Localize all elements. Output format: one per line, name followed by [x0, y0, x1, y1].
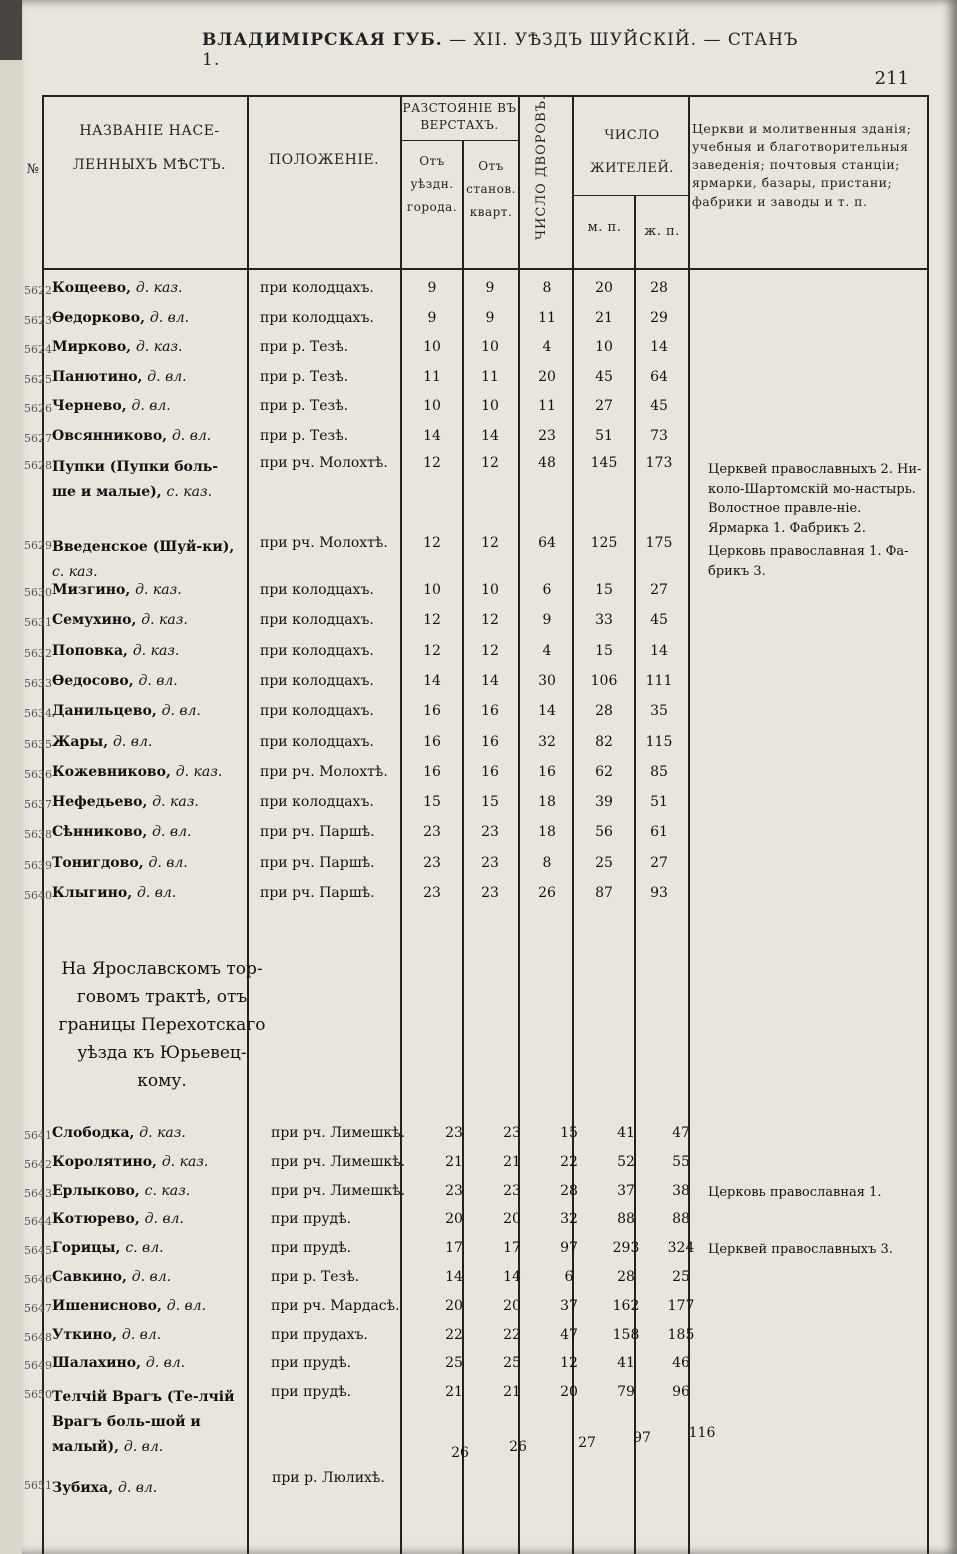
dist-stan: 23 — [503, 1125, 521, 1141]
households: 26 — [538, 885, 556, 901]
place-name: Кожевниково, д. каз. — [52, 763, 223, 780]
table-row — [22, 1125, 957, 1155]
dist-stan: 20 — [503, 1211, 521, 1228]
dist-town: 23 — [445, 1182, 463, 1199]
female-count: 115 — [645, 733, 673, 750]
households: 20 — [560, 1384, 578, 1401]
row-number: 5638 — [24, 828, 52, 842]
header-from-town: Отъ уѣздн. города. — [406, 154, 458, 214]
dist-stan: 23 — [503, 1182, 521, 1199]
row-number: 5639 — [24, 858, 52, 872]
female-count: 27 — [650, 582, 668, 598]
table-row — [22, 339, 957, 369]
place-name: Шалахино, д. вл. — [52, 1355, 186, 1372]
female-count: 173 — [645, 455, 673, 471]
female-count: 38 — [672, 1182, 690, 1199]
place-position: при прудахъ. — [271, 1326, 368, 1343]
households: 4 — [542, 339, 552, 355]
female-count: 88 — [672, 1211, 690, 1228]
district-title: УѢЗДЪ ШУЙСКІЙ. — [514, 30, 698, 50]
row-number: 5632 — [24, 646, 52, 660]
note-5628: Церквей православныхъ 2. Ни-коло-Шартомскій мо-настырь. Волостное правле-ніе. Ярмарка 1. Фабрикъ 2. — [708, 462, 922, 536]
households: 8 — [542, 854, 552, 871]
table-row — [22, 885, 957, 915]
male-count: 21 — [595, 309, 613, 326]
place-name: Нефедьево, д. каз. — [52, 794, 199, 811]
female-count: 45 — [650, 398, 668, 414]
dist-town: 16 — [423, 763, 441, 780]
row-number: 5642 — [24, 1157, 52, 1171]
households: 30 — [538, 672, 556, 689]
male-count: 41 — [617, 1125, 635, 1141]
inhabitants-subrule — [572, 195, 688, 196]
header-households: ЧИСЛО ДВОРОВЪ. — [534, 94, 549, 240]
female-count: 93 — [650, 885, 668, 901]
place-position: при прудѣ. — [271, 1384, 352, 1401]
male-count: 39 — [595, 794, 613, 811]
dist-town: 15 — [423, 794, 441, 811]
households: 15 — [560, 1125, 578, 1141]
male-count: 88 — [617, 1211, 635, 1228]
header-female: ж. п. — [644, 224, 680, 239]
place-position: при р. Тезѣ. — [271, 1269, 360, 1285]
female-count: 51 — [650, 794, 668, 811]
place-position: при колодцахъ. — [260, 642, 374, 659]
female-count: 14 — [650, 642, 668, 659]
male-count: 28 — [617, 1269, 635, 1285]
male-count: 25 — [595, 854, 613, 871]
row-number: 5628 — [24, 459, 52, 472]
households: 12 — [560, 1355, 578, 1372]
households: 6 — [564, 1269, 574, 1285]
place-position: при р. Тезѣ. — [260, 339, 349, 355]
male-count: 52 — [617, 1153, 635, 1170]
dist-town: 20 — [445, 1211, 463, 1228]
place-position: при колодцахъ. — [260, 280, 374, 296]
dist-stan: 14 — [481, 427, 499, 444]
row-number: 5622 — [24, 284, 52, 297]
households: 27 — [578, 1435, 596, 1451]
dist-town: 12 — [423, 535, 441, 551]
place-name: Ишенисново, д. вл. — [52, 1297, 207, 1314]
table-row — [22, 855, 957, 885]
dist-stan: 21 — [503, 1153, 521, 1170]
households: 14 — [538, 703, 556, 720]
table-row — [22, 310, 957, 340]
dist-stan: 23 — [481, 885, 499, 901]
dist-stan: 14 — [503, 1269, 521, 1285]
female-count: 35 — [650, 703, 668, 720]
female-count: 47 — [672, 1125, 690, 1141]
table-row — [22, 582, 957, 612]
section-heading: На Ярославскомъ тор-говомъ трактѣ, отъ границы Перехотскаго уѣзда къ Юрьевец-кому. — [58, 959, 266, 1092]
place-name: Сѣнниково, д. вл. — [52, 824, 192, 841]
dist-town: 16 — [423, 733, 441, 750]
dist-stan: 20 — [503, 1297, 521, 1314]
header-name: НАЗВАНІЕ НАСЕ-ЛЕННЫХЪ МѢСТЪ. — [72, 123, 227, 173]
dist-town: 12 — [423, 642, 441, 659]
place-name: Клыгино, д. вл. — [52, 885, 177, 901]
place-position: при колодцахъ. — [260, 733, 374, 750]
section-number: — XII. — [449, 30, 509, 50]
dist-stan: 17 — [503, 1240, 521, 1257]
female-count: 96 — [672, 1384, 690, 1401]
dist-stan: 23 — [481, 824, 499, 841]
households: 23 — [538, 427, 556, 444]
male-count: 45 — [595, 368, 613, 385]
row-number: 5648 — [24, 1330, 52, 1344]
households: 64 — [538, 535, 556, 551]
dist-town: 25 — [445, 1355, 463, 1372]
row-number: 5629 — [24, 539, 52, 552]
table-row — [22, 280, 957, 310]
female-count: 175 — [645, 535, 673, 551]
province-title: ВЛАДИМІРСКАЯ ГУБ. — [202, 30, 443, 50]
male-count: 293 — [612, 1240, 640, 1257]
dist-town: 14 — [423, 672, 441, 689]
dist-town: 23 — [423, 854, 441, 871]
place-name: Чернево, д. вл. — [52, 398, 171, 414]
table-row — [22, 398, 957, 428]
table-row — [22, 794, 957, 824]
place-name: Овсянниково, д. вл. — [52, 427, 212, 444]
dist-town: 14 — [445, 1269, 463, 1285]
row-number: 5624 — [24, 343, 52, 356]
female-count: 29 — [650, 309, 668, 326]
distance-subrule — [400, 140, 518, 141]
table-row — [22, 1298, 957, 1328]
dist-town: 17 — [445, 1240, 463, 1257]
row-number: 5625 — [24, 372, 52, 386]
table-row — [22, 673, 957, 703]
place-position: при рч. Лимешкѣ. — [271, 1153, 406, 1170]
table-top-rule — [42, 95, 927, 97]
row-number: 5631 — [24, 616, 52, 630]
place-position: при колодцахъ. — [260, 672, 374, 689]
place-name: Кощеево, д. каз. — [52, 280, 183, 296]
male-count: 27 — [595, 398, 613, 414]
households: 48 — [538, 455, 556, 471]
households: 32 — [538, 733, 556, 750]
place-position: при р. Тезѣ. — [260, 427, 349, 444]
female-count: 46 — [672, 1355, 690, 1372]
male-count: 125 — [590, 535, 618, 551]
dist-town: 21 — [445, 1384, 463, 1401]
male-count: 106 — [590, 672, 618, 689]
row-number: 5651 — [24, 1479, 52, 1492]
table-row — [22, 1269, 957, 1299]
place-position: при колодцахъ. — [260, 309, 374, 326]
dist-stan: 12 — [481, 535, 499, 551]
row-number: 5646 — [24, 1273, 52, 1286]
male-count: 158 — [612, 1326, 640, 1343]
households: 8 — [542, 280, 552, 296]
place-name: Жары, д. вл. — [52, 733, 153, 750]
place-name: Зубиха, д. вл. — [52, 1480, 158, 1496]
row-note: Церквей православныхъ 3. — [708, 1242, 893, 1258]
page-number: 211 — [874, 68, 909, 89]
male-count: 28 — [595, 703, 613, 720]
header-position: ПОЛОЖЕНІЕ. — [268, 152, 380, 168]
dist-stan: 21 — [503, 1384, 521, 1401]
dist-stan: 9 — [485, 280, 495, 296]
place-position: при рч. Паршѣ. — [260, 824, 375, 841]
header-notes: Церкви и молитвенныя зданія; учебныя и благотворительныя заведенія; почтовыя станціи; ярмарки, базары, пристани; фабрики и заводы и т. п. — [692, 121, 912, 209]
dist-stan: 14 — [481, 672, 499, 689]
place-name: Уткино, д. вл. — [52, 1326, 162, 1343]
header-from-stan: Отъ станов. кварт. — [466, 159, 516, 219]
households: 4 — [542, 642, 552, 659]
place-name: Семухино, д. каз. — [52, 612, 188, 629]
female-count: 116 — [688, 1425, 716, 1441]
households: 28 — [560, 1182, 578, 1199]
place-position: при р. Тезѣ. — [260, 398, 349, 414]
place-name: Савкино, д. вл. — [52, 1269, 172, 1285]
female-count: 177 — [667, 1297, 695, 1314]
male-count: 10 — [595, 339, 613, 355]
dist-town: 26 — [451, 1445, 469, 1461]
row-number: 5647 — [24, 1301, 52, 1315]
households: 16 — [538, 763, 556, 780]
male-count: 20 — [595, 280, 613, 296]
table-row — [22, 764, 957, 794]
dist-stan: 22 — [503, 1326, 521, 1343]
row-number: 5623 — [24, 313, 52, 327]
header-distance: РАЗСТОЯНІЕ ВЪ ВЕРСТАХЪ. — [402, 101, 517, 132]
dist-stan: 25 — [503, 1355, 521, 1372]
households: 18 — [538, 824, 556, 841]
male-count: 51 — [595, 427, 613, 444]
dist-town: 9 — [427, 309, 437, 326]
place-position: при рч. Паршѣ. — [260, 885, 375, 901]
female-count: 64 — [650, 368, 668, 385]
dist-town: 23 — [445, 1125, 463, 1141]
place-position: при р. Люлихѣ. — [272, 1470, 385, 1486]
header-inhabitants: ЧИСЛО ЖИТЕЛЕЙ. — [590, 128, 674, 176]
female-count: 28 — [650, 280, 668, 296]
dist-town: 20 — [445, 1297, 463, 1314]
table-row — [22, 703, 957, 733]
place-name: Тонигдово, д. вл. — [52, 854, 188, 871]
female-count: 14 — [650, 339, 668, 355]
male-count: 62 — [595, 763, 613, 780]
place-name: Данильцево, д. вл. — [52, 703, 201, 720]
place-position: при р. Тезѣ. — [260, 368, 349, 385]
table-row — [22, 1211, 957, 1241]
dist-stan: 11 — [481, 368, 499, 385]
female-count: 185 — [667, 1326, 695, 1343]
dist-stan: 26 — [509, 1439, 527, 1455]
dist-stan: 10 — [481, 398, 499, 414]
row-number: 5645 — [24, 1244, 52, 1258]
households: 47 — [560, 1326, 578, 1343]
male-count: 33 — [595, 612, 613, 629]
male-count: 15 — [595, 582, 613, 598]
households: 97 — [560, 1240, 578, 1257]
facing-page-edge — [0, 60, 22, 1554]
table-row — [22, 428, 957, 458]
row-number: 5634 — [24, 707, 52, 721]
households: 18 — [538, 794, 556, 811]
households: 37 — [560, 1297, 578, 1314]
row-number: 5650 — [24, 1388, 52, 1402]
female-count: 55 — [672, 1153, 690, 1170]
dist-stan: 12 — [481, 612, 499, 629]
table-row — [22, 734, 957, 764]
place-name: Слободка, д. каз. — [52, 1125, 186, 1141]
header-male: м. п. — [587, 220, 622, 235]
place-position: при рч. Лимешкѣ. — [271, 1125, 406, 1141]
row-number: 5633 — [24, 676, 52, 690]
row-note: Церковь православная 1. — [708, 1184, 882, 1200]
book-page — [22, 0, 957, 1554]
row-number: 5627 — [24, 431, 52, 445]
male-count: 87 — [595, 885, 613, 901]
households: 9 — [542, 612, 552, 629]
households: 20 — [538, 368, 556, 385]
row-number: 5644 — [24, 1215, 52, 1229]
row-number: 5635 — [24, 737, 52, 751]
stan-title: — СТАНЪ 1. — [202, 30, 799, 70]
dist-town: 21 — [445, 1153, 463, 1170]
row-number: 5641 — [24, 1129, 52, 1142]
place-name: Мизгино, д. каз. — [52, 582, 182, 598]
place-position: при колодцахъ. — [260, 582, 374, 598]
dist-stan: 16 — [481, 703, 499, 720]
dist-stan: 16 — [481, 763, 499, 780]
row-number: 5643 — [24, 1186, 52, 1200]
dist-stan: 9 — [485, 309, 495, 326]
dist-stan: 10 — [481, 582, 499, 598]
place-name: Ерлыково, с. каз. — [52, 1182, 191, 1199]
dist-town: 10 — [423, 339, 441, 355]
place-name: Горицы, с. вл. — [52, 1240, 164, 1257]
male-count: 97 — [633, 1430, 651, 1446]
female-count: 73 — [650, 427, 668, 444]
table-row — [22, 643, 957, 673]
place-position: при прудѣ. — [271, 1355, 352, 1372]
table-row — [22, 1425, 957, 1461]
dist-stan: 12 — [481, 642, 499, 659]
place-position: при колодцахъ. — [260, 794, 374, 811]
row-number: 5626 — [24, 402, 52, 415]
place-name: Пупки (Пупки боль-ше и малые), с. каз. — [52, 459, 219, 500]
place-position: при рч. Молохтѣ. — [260, 763, 388, 780]
running-head — [202, 30, 802, 70]
place-position: при рч. Лимешкѣ. — [271, 1182, 406, 1199]
table-row — [22, 1154, 957, 1184]
place-name: Панютино, д. вл. — [52, 368, 187, 385]
header-no: № — [26, 162, 40, 177]
female-count: 27 — [650, 854, 668, 871]
dist-stan: 10 — [481, 339, 499, 355]
male-count: 37 — [617, 1182, 635, 1199]
female-count: 324 — [667, 1240, 695, 1257]
households: 22 — [560, 1153, 578, 1170]
dist-town: 12 — [423, 455, 441, 471]
male-count: 15 — [595, 642, 613, 659]
row-number: 5649 — [24, 1359, 52, 1373]
dist-town: 11 — [423, 368, 441, 385]
place-position: при колодцахъ. — [260, 703, 374, 720]
place-name: Ѳедорково, д. вл. — [52, 309, 190, 326]
female-count: 61 — [650, 824, 668, 841]
table-row — [22, 1355, 957, 1385]
dist-town: 9 — [427, 280, 437, 296]
place-position: при колодцахъ. — [260, 612, 374, 629]
place-name: Поповка, д. каз. — [52, 642, 180, 659]
header-bottom-rule — [42, 268, 927, 270]
female-count: 111 — [645, 672, 673, 689]
row-number: 5636 — [24, 767, 52, 781]
table-row — [22, 612, 957, 642]
place-name: Мирково, д. каз. — [52, 339, 183, 355]
place-position: при рч. Мардасѣ. — [271, 1297, 400, 1314]
dist-stan: 23 — [481, 854, 499, 871]
dist-town: 22 — [445, 1326, 463, 1343]
dist-stan: 15 — [481, 794, 499, 811]
male-count: 145 — [590, 455, 618, 471]
dist-town: 23 — [423, 885, 441, 901]
table-row — [22, 1327, 957, 1357]
male-count: 41 — [617, 1355, 635, 1372]
male-count: 56 — [595, 824, 613, 841]
place-name: Введенское (Шуй-ки), с. каз. — [52, 539, 235, 580]
female-count: 25 — [672, 1269, 690, 1285]
households: 11 — [538, 309, 556, 326]
male-count: 79 — [617, 1384, 635, 1401]
place-position: при рч. Молохтѣ. — [260, 455, 388, 471]
male-count: 162 — [612, 1297, 640, 1314]
female-count: 85 — [650, 763, 668, 780]
dist-town: 10 — [423, 582, 441, 598]
place-name: Телчій Врагъ (Те-лчій Врагъ боль-шой и малый), д. вл. — [52, 1389, 235, 1456]
place-position: при рч. Паршѣ. — [260, 854, 375, 871]
dist-town: 14 — [423, 427, 441, 444]
table-row — [22, 369, 957, 399]
table-row — [22, 1470, 957, 1505]
row-number: 5630 — [24, 586, 52, 599]
place-name: Котюрево, д. вл. — [52, 1211, 184, 1228]
row-number: 5637 — [24, 798, 52, 812]
male-count: 82 — [595, 733, 613, 750]
note-5629: Церковь православная 1. Фа-брикъ 3. — [708, 544, 909, 579]
place-name: Королятино, д. каз. — [52, 1153, 209, 1170]
dist-town: 12 — [423, 612, 441, 629]
table-row — [22, 824, 957, 854]
place-name: Ѳедосово, д. вл. — [52, 672, 178, 689]
households: 11 — [538, 398, 556, 414]
dist-stan: 12 — [481, 455, 499, 471]
dist-town: 16 — [423, 703, 441, 720]
place-position: при прудѣ. — [271, 1211, 352, 1228]
households: 32 — [560, 1211, 578, 1228]
place-position: при прудѣ. — [271, 1240, 352, 1257]
households: 6 — [542, 582, 552, 598]
dist-stan: 16 — [481, 733, 499, 750]
dist-town: 10 — [423, 398, 441, 414]
dist-town: 23 — [423, 824, 441, 841]
row-number: 5640 — [24, 889, 52, 902]
place-position: при рч. Молохтѣ. — [260, 535, 388, 551]
female-count: 45 — [650, 612, 668, 629]
